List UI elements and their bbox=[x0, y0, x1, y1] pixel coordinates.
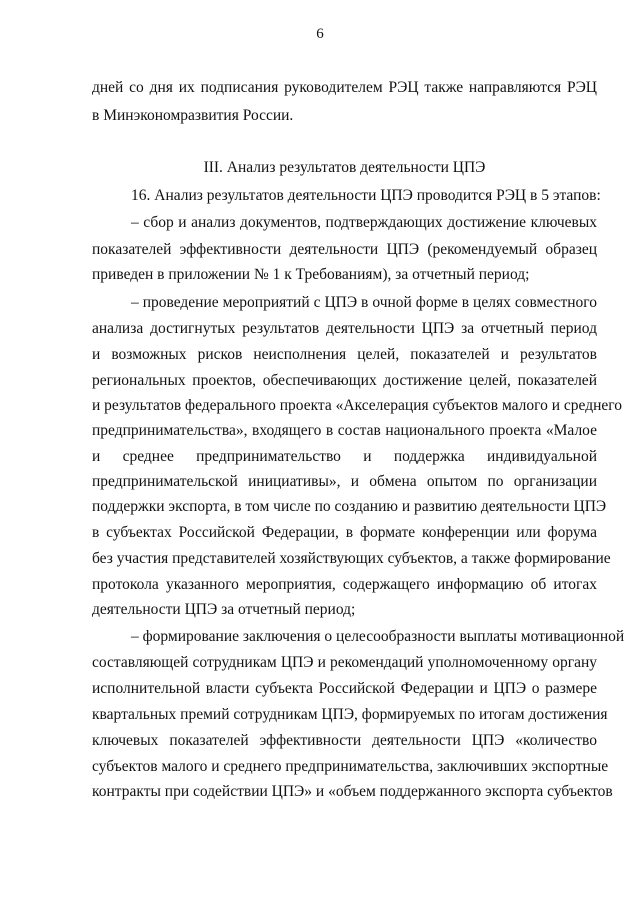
text-line: – проведение мероприятий с ЦПЭ в очной форме в целях совместного bbox=[131, 294, 597, 311]
text-line: квартальных премий сотрудникам ЦПЭ, формируемых по итогам достижения bbox=[92, 706, 608, 723]
text-line: дней со дня их подписания руководителем РЭЦ также направляются РЭЦ bbox=[92, 79, 597, 96]
text-line: – сбор и анализ документов, подтверждающих достижение ключевых bbox=[131, 214, 597, 231]
text-line: ключевых показателей эффективности деятельности ЦПЭ «количество bbox=[92, 732, 597, 749]
text-line: в Минэкономразвития России. bbox=[92, 107, 294, 124]
section-heading: III. Анализ результатов деятельности ЦПЭ bbox=[203, 159, 486, 176]
text-line: деятельности ЦПЭ за отчетный период; bbox=[92, 601, 356, 618]
text-line: поддержки экспорта, в том числе по созданию и развитию деятельности ЦПЭ bbox=[92, 498, 607, 515]
text-line: региональных проектов, обеспечивающих достижение целей, показателей bbox=[92, 372, 597, 389]
text-line: и среднее предпринимательство и поддержка индивидуальной bbox=[92, 448, 597, 465]
text-line: показателей эффективности деятельности ЦПЭ (рекомендуемый образец bbox=[92, 241, 597, 258]
text-line: составляющей сотрудникам ЦПЭ и рекомендаций уполномоченному органу bbox=[92, 654, 597, 671]
text-line: предпринимательства», входящего в состав национального проекта «Малое bbox=[92, 422, 597, 439]
text-line: без участия представителей хозяйствующих субъектов, а также формирование bbox=[92, 550, 611, 567]
text-line: контракты при содействии ЦПЭ» и «объем поддержанного экспорта субъектов bbox=[92, 783, 613, 800]
text-line: и результатов федерального проекта «Акселерация субъектов малого и среднего bbox=[92, 397, 623, 414]
text-line: предпринимательской инициативы», и обмена опытом по организации bbox=[92, 473, 597, 490]
page-number: 6 bbox=[316, 26, 324, 42]
text-line: исполнительной власти субъекта Российской Федерации и ЦПЭ о размере bbox=[92, 680, 597, 697]
text-line: субъектов малого и среднего предпринимательства, заключивших экспортные bbox=[92, 758, 609, 775]
text-line: и возможных рисков неисполнения целей, показателей и результатов bbox=[92, 346, 597, 363]
text-line: анализа достигнутых результатов деятельности ЦПЭ за отчетный период bbox=[92, 320, 597, 337]
text-line: протокола указанного мероприятия, содержащего информацию об итогах bbox=[92, 576, 597, 593]
text-line: приведен в приложении № 1 к Требованиям), за отчетный период; bbox=[92, 266, 530, 283]
text-line: в субъектах Российской Федерации, в формате конференции или форума bbox=[92, 524, 597, 541]
text-line: 16. Анализ результатов деятельности ЦПЭ проводится РЭЦ в 5 этапов: bbox=[131, 187, 601, 204]
text-line: – формирование заключения о целесообразности выплаты мотивационной bbox=[131, 628, 625, 645]
